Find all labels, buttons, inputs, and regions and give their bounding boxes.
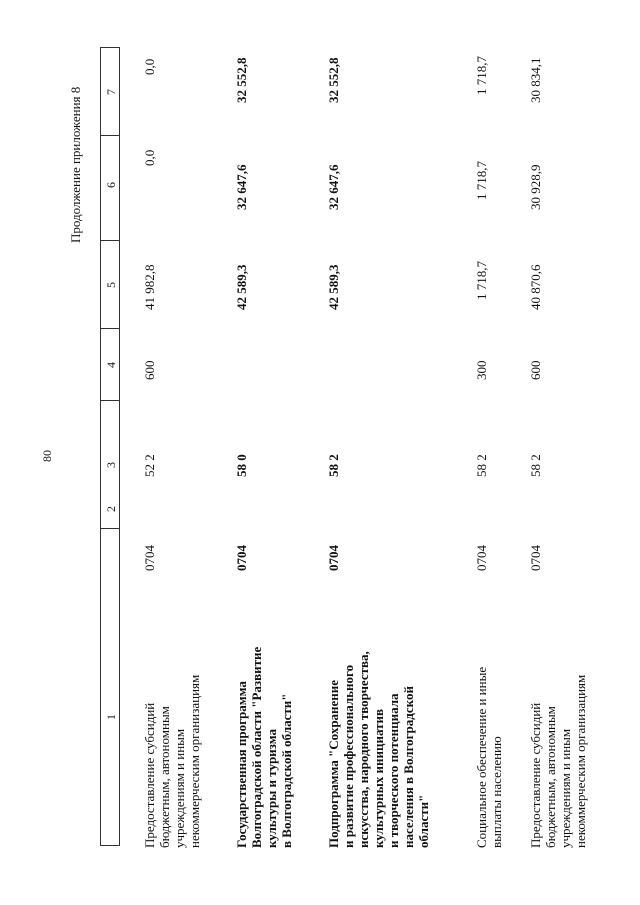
page-number: 80 xyxy=(40,450,54,462)
table-border-bottom xyxy=(100,845,120,846)
header-col-2: 2 xyxy=(104,506,118,512)
row-expense-type: 600 xyxy=(142,360,157,380)
row-expense-type: 300 xyxy=(474,360,489,380)
table-border-top xyxy=(100,47,120,48)
row-value-col6: 30 928,9 xyxy=(528,164,543,210)
row-value-col7: 32 552,8 xyxy=(234,57,249,103)
header-col-3: 3 xyxy=(104,462,118,468)
row-section-code: 0704 xyxy=(528,545,543,571)
header-col-6: 6 xyxy=(104,182,118,188)
row-description: Подпрограмма "Сохранение и развитие профессионального искусства, народного творчества, культурных инициатив и творческого потенциала населения в Волгоградской области" xyxy=(326,651,431,848)
row-value-col6: 1 718,7 xyxy=(474,161,489,200)
row-section-code: 0704 xyxy=(474,545,489,571)
row-value-col5: 40 870,6 xyxy=(528,264,543,310)
row-section-code: 0704 xyxy=(234,545,249,571)
row-program-code: 58 2 xyxy=(326,454,341,477)
row-value-col7: 0,0 xyxy=(142,58,157,75)
row-program-code: 58 0 xyxy=(234,454,249,477)
row-value-col7: 32 552,8 xyxy=(326,57,341,103)
col-sep-5-6 xyxy=(100,135,120,136)
row-expense-type: 600 xyxy=(528,360,543,380)
header-col-5: 5 xyxy=(104,282,118,288)
row-section-code: 0704 xyxy=(326,545,341,571)
row-value-col7: 1 718,7 xyxy=(474,56,489,95)
header-border-right xyxy=(119,47,120,845)
header-col-4: 4 xyxy=(104,362,118,368)
row-value-col6: 0,0 xyxy=(142,149,157,166)
row-value-col6: 32 647,6 xyxy=(326,164,341,210)
row-value-col5: 42 589,3 xyxy=(326,264,341,310)
row-value-col6: 32 647,6 xyxy=(234,164,249,210)
row-description: Социальное обеспечение и иные выплаты населению xyxy=(474,666,504,848)
col-sep-2-3 xyxy=(100,400,120,401)
row-description: Предоставление субсидий бюджетным, автономным учреждениям и иным некоммерческим организациям xyxy=(142,674,202,848)
row-program-code: 58 2 xyxy=(474,454,489,477)
row-value-col5: 42 589,3 xyxy=(234,264,249,310)
header-col-7: 7 xyxy=(104,89,118,95)
row-program-code: 52 2 xyxy=(142,454,157,477)
row-value-col5: 1 718,7 xyxy=(474,261,489,300)
col-sep-4-5 xyxy=(100,240,120,241)
header-col-1: 1 xyxy=(104,714,118,720)
row-value-col5: 41 982,8 xyxy=(142,264,157,310)
row-program-code: 58 2 xyxy=(528,454,543,477)
col-sep-3-4 xyxy=(100,328,120,329)
col-sep-1-2 xyxy=(100,528,120,529)
row-description: Предоставление субсидий бюджетным, автономным учреждениям и иным некоммерческим организациям xyxy=(528,674,588,848)
row-section-code: 0704 xyxy=(142,545,157,571)
row-value-col7: 30 834,1 xyxy=(528,57,543,103)
continuation-note: Продолжение приложения 8 xyxy=(68,86,83,243)
row-description: Государственная программа Волгоградской области "Развитие культуры и туризма в Волгоградской области" xyxy=(234,646,294,848)
header-border-left xyxy=(100,47,101,845)
